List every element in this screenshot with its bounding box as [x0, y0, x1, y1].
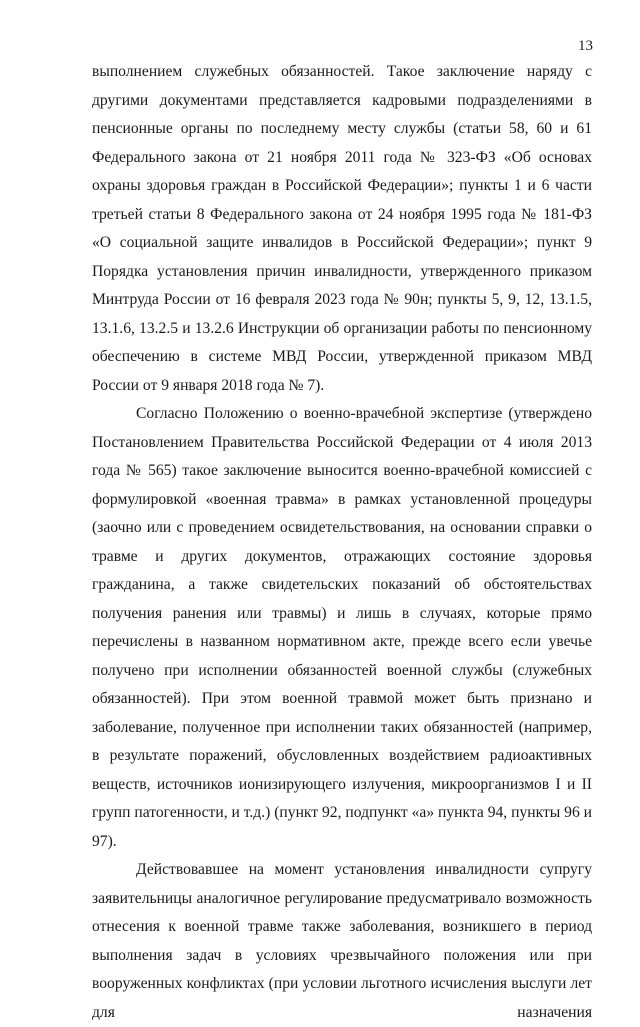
paragraph-2: Согласно Положению о военно-врачебной экспертизе (утверждено Постановлением Правительства Российской Федерации от 4 июля 2013 года № 565) такое заключение выносится военно-врачебной комиссией с формулировкой «военная травма» в рамках установленной процедуры (заочно или с проведением освидетельствования, на основании справки о травме и других документов, отражающих состояние здоровья гражданина, а также свидетельских показаний об обстоятельствах получения ранения или травмы) и лишь в случаях, которые прямо перечислены в названном нормативном акте, прежде всего если увечье получено при исполнении обязанностей военной службы (служебных обязанностей). При этом военной травмой может быть признано и заболевание, полученное при исполнении таких обязанностей (например, в результате поражений, обусловленных воздействием радиоактивных веществ, источников ионизирующего излучения, микроорганизмов I и II групп патогенности, и т.д.) (пункт 92, подпункт «а» пункта 94, пункты 96 и 97). [92, 405, 592, 850]
paragraph-3: Действовавшее на момент установления инвалидности супругу заявительницы аналогичное регулирование предусматривало возможность отнесения к военной травме также заболевания, возникшего в период выполнения задач в условиях чрезвычайного положения или при вооруженных конфликтах (при условии льготного исчисления выслуги лет для назначения [92, 861, 592, 1021]
page-number: 13 [578, 38, 593, 54]
paragraph-1: выполнением служебных обязанностей. Такое заключение наряду с другими документами представляется кадровыми подразделениями в пенсионные органы по последнему месту службы (статьи 58, 60 и 61 Федерального закона от 21 ноября 2011 года № 323-ФЗ «Об основах охраны здоровья граждан в Российской Федерации»; пункты 1 и 6 части третьей статьи 8 Федерального закона от 24 ноября 1995 года № 181-ФЗ «О социальной защите инвалидов в Российской Федерации»; пункт 9 Порядка установления причин инвалидности, утвержденного приказом Минтруда России от 16 февраля 2023 года № 90н; пункты 5, 9, 12, 13.1.5, 13.1.6, 13.2.5 и 13.2.6 Инструкции об организации работы по пенсионному обеспечению в системе МВД России, утвержденной приказом МВД России от 9 января 2018 года № 7). [92, 63, 592, 394]
document-body [92, 58, 592, 1027]
